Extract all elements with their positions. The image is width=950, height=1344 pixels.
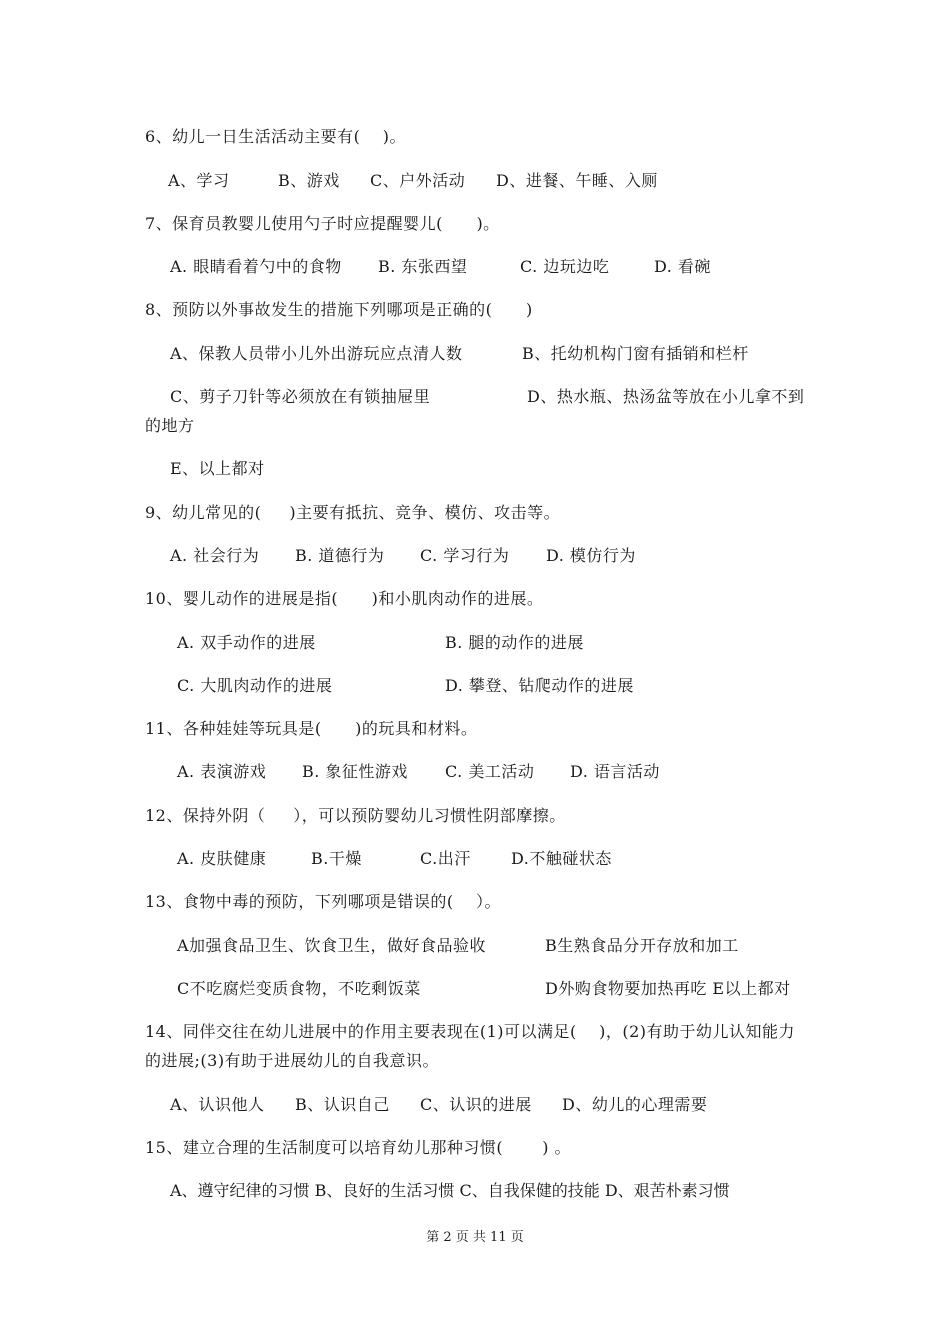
q15-options: A、遵守纪律的习惯 B、良好的生活习惯 C、自我保健的技能 D、艰苦朴素习惯: [170, 1181, 730, 1200]
q14-option-d: D、幼儿的心理需要: [562, 1095, 708, 1114]
question-11-stem: 11、各种娃娃等玩具是( )的玩具和材料。: [145, 719, 478, 738]
q9-option-a: A. 社会行为: [170, 546, 260, 565]
question-7-stem: 7、保育员教婴儿使用勺子时应提醒婴儿( )。: [145, 214, 500, 233]
q10-option-b: B. 腿的动作的进展: [445, 633, 584, 652]
q14-option-b: B、认识自己: [295, 1095, 390, 1114]
q12-option-c: C.出汗: [420, 849, 471, 868]
q10-option-d: D. 攀登、钻爬动作的进展: [445, 676, 634, 695]
q6-option-b: B、游戏: [278, 171, 340, 190]
q8-option-a: A、保教人员带小儿外出游玩应点清人数: [170, 344, 463, 363]
q14-option-a: A、认识他人: [170, 1095, 265, 1114]
q9-option-d: D. 模仿行为: [546, 546, 636, 565]
q13-option-b: B生熟食品分开存放和加工: [545, 936, 739, 955]
q7-option-a: A. 眼睛看着勺中的食物: [170, 257, 342, 276]
question-14-stem: 14、同伴交往在幼儿进展中的作用主要表现在(1)可以满足( )，(2)有助于幼儿认知能力: [145, 1022, 796, 1041]
q13-option-a: A加强食品卫生、饮食卫生，做好食品验收: [177, 936, 487, 955]
q8-option-e: E、以上都对: [170, 459, 265, 478]
question-13-stem: 13、食物中毒的预防，下列哪项是错误的( ）。: [145, 892, 501, 911]
q8-option-d-wrap: 的地方: [145, 416, 195, 435]
q11-option-a: A. 表演游戏: [177, 762, 267, 781]
q7-option-b: B. 东张西望: [378, 257, 468, 276]
q7-option-d: D. 看碗: [654, 257, 711, 276]
q8-option-c: C、剪子刀针等必须放在有锁抽屉里: [170, 387, 431, 406]
q13-option-c: C不吃腐烂变质食物，不吃剩饭菜: [177, 979, 421, 998]
q9-option-c: C. 学习行为: [420, 546, 510, 565]
page-number-footer: 第 2 页 共 11 页: [426, 1230, 524, 1245]
q10-option-a: A. 双手动作的进展: [177, 633, 316, 652]
q10-option-c: C. 大肌肉动作的进展: [177, 676, 333, 695]
question-15-stem: 15、建立合理的生活制度可以培育幼儿那种习惯( ) 。: [145, 1138, 572, 1157]
q14-option-c: C、认识的进展: [420, 1095, 532, 1114]
question-12-stem: 12、保持外阴（ ），可以预防婴幼儿习惯性阴部摩擦。: [145, 806, 566, 825]
q8-option-b: B、托幼机构门窗有插销和栏杆: [522, 344, 749, 363]
q12-option-d: D.不触碰状态: [511, 849, 612, 868]
q6-option-c: C、户外活动: [370, 171, 466, 190]
q9-option-b: B. 道德行为: [295, 546, 385, 565]
question-10-stem: 10、婴儿动作的进展是指( )和小肌肉动作的进展。: [145, 589, 544, 608]
q13-option-d-e: D外购食物要加热再吃 E以上都对: [545, 979, 791, 998]
q12-option-b: B.干燥: [311, 849, 362, 868]
q6-option-d: D、进餐、午睡、入厕: [496, 171, 658, 190]
q11-option-c: C. 美工活动: [445, 762, 535, 781]
question-14-stem-cont: 的进展;(3)有助于进展幼儿的自我意识。: [145, 1051, 440, 1070]
q8-option-d: D、热水瓶、热汤盆等放在小儿拿不到: [527, 387, 805, 406]
q7-option-c: C. 边玩边吃: [520, 257, 610, 276]
q6-option-a: A、学习: [168, 171, 230, 190]
question-6-stem: 6、幼儿一日生活活动主要有( )。: [145, 127, 407, 146]
question-8-stem: 8、预防以外事故发生的措施下列哪项是正确的( ): [145, 300, 533, 319]
q12-option-a: A. 皮肤健康: [177, 849, 267, 868]
q11-option-d: D. 语言活动: [570, 762, 660, 781]
question-9-stem: 9、幼儿常见的( )主要有抵抗、竞争、模仿、攻击等。: [145, 503, 561, 522]
q11-option-b: B. 象征性游戏: [302, 762, 408, 781]
